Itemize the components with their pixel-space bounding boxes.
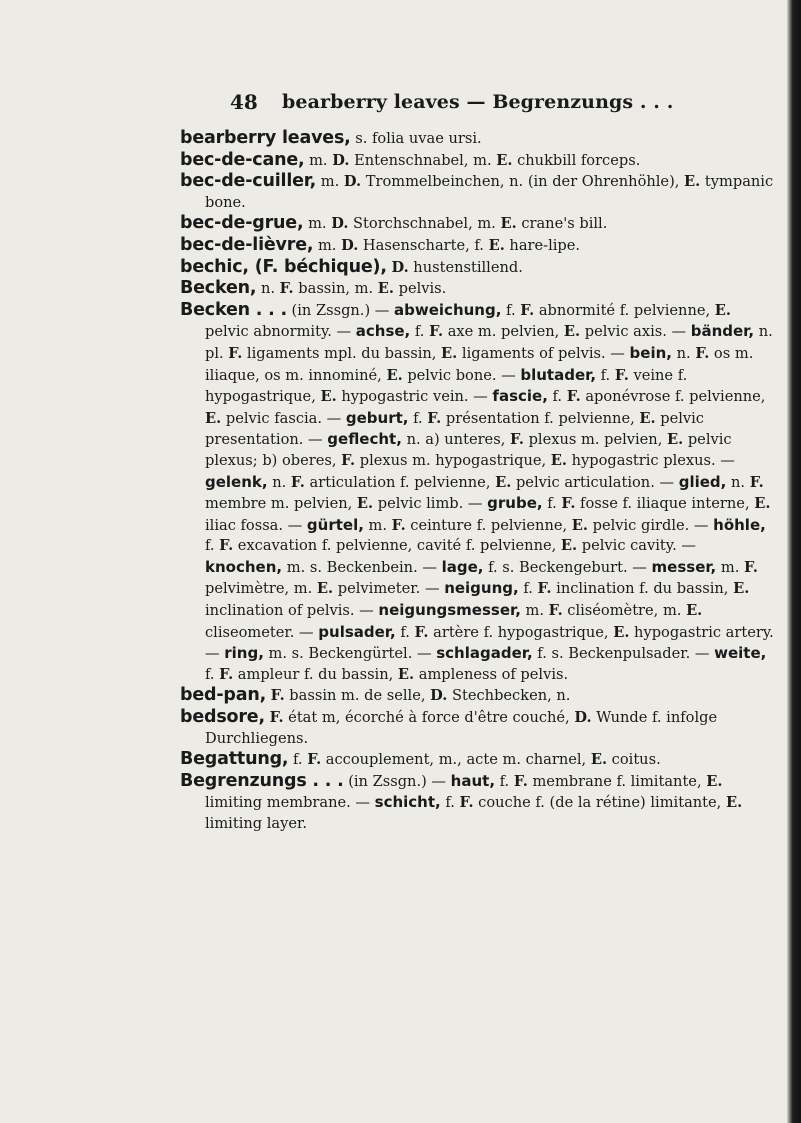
subentry-term: fascie, — [492, 387, 548, 406]
entry-text: f. — [547, 388, 567, 406]
subentry-term: messer, — [651, 557, 717, 576]
subentry-term: schicht, — [374, 793, 441, 812]
dictionary-entry — [180, 685, 776, 707]
language-marker: D. — [343, 173, 362, 191]
language-marker: F. — [307, 751, 322, 769]
language-marker: D. — [332, 151, 350, 169]
entry-text: pelvic abnormity. — — [205, 323, 356, 341]
entry-text: articulation f. pelvienne, — [304, 473, 496, 491]
entry-text: f. — [542, 495, 562, 513]
entry-text: m. s. Beckengürtel. — — [263, 645, 437, 663]
entry-text: limiting layer. — [205, 815, 308, 832]
entry-text: f. s. Beckenpulsader. — — [532, 645, 715, 663]
entry-text: ligaments mpl. du bassin, — [242, 344, 442, 362]
entry-headword: bed-pan, — [180, 685, 267, 706]
entry-text: pelvic fascia. — — [221, 409, 346, 427]
language-marker: E. — [356, 495, 374, 513]
entry-text: coitus. — [607, 751, 661, 769]
entry-text: m. — [304, 151, 333, 169]
entry-text: m. — [520, 602, 549, 620]
language-marker: E. — [397, 665, 415, 683]
entry-text: f. — [205, 537, 220, 555]
language-marker: F. — [279, 280, 294, 298]
subentry-term: glied, — [678, 472, 727, 491]
entry-text: m. — [716, 558, 745, 576]
entry-text: accouplement, m., acte m. charnel, — [321, 751, 591, 769]
entry-text: axe m. pelvien, — [443, 323, 564, 341]
subentry-term: grube, — [487, 494, 543, 513]
language-marker: F. — [513, 772, 528, 790]
language-marker: F. — [219, 665, 234, 683]
language-marker: E. — [639, 409, 656, 427]
dictionary-entry — [180, 771, 776, 835]
entry-text: f. — [410, 323, 430, 341]
entry-text: n. — [256, 280, 280, 298]
language-marker: E. — [706, 772, 723, 790]
entry-text: abnormité f. pelvienne, — [534, 301, 715, 319]
entry-text: crane's bill. — [516, 215, 608, 233]
entry-text: Wunde f. infolge Durchliegens. — [205, 709, 718, 747]
entry-text: excavation f. pelvienne, cavité f. pelvienne, — [233, 537, 561, 555]
entry-text: ceinture f. pelvienne, — [405, 516, 572, 534]
entry-text: aponévrose f. pelvienne, — [580, 388, 766, 406]
entry-text: pelvimeter. — — [333, 580, 445, 598]
language-marker: F. — [695, 344, 710, 362]
entry-text: (in Zssgn.) — — [286, 301, 395, 319]
dictionary-entry — [180, 213, 776, 235]
language-marker: D. — [331, 215, 349, 233]
language-marker: E. — [613, 623, 630, 641]
entry-text: inclination of pelvis. — — [205, 602, 379, 620]
subentry-term: haut, — [450, 771, 496, 790]
entry-text: m. s. Beckenbein. — — [282, 558, 442, 576]
entry-text: (in Zssgn.) — — [343, 772, 451, 790]
language-marker: E. — [205, 409, 222, 427]
language-marker: F. — [427, 409, 442, 427]
entry-text: f. — [495, 772, 514, 790]
language-marker: F. — [520, 301, 535, 319]
subentry-term: neigungsmesser, — [378, 601, 521, 620]
subentry-term: bein, — [629, 343, 672, 362]
entry-text: ampleur f. du bassin, — [233, 665, 398, 683]
subentry-term: ring, — [224, 644, 264, 663]
entry-headword: bec-de-grue, — [180, 213, 304, 234]
entry-text: limiting membrane. — — [205, 794, 375, 812]
language-marker: E. — [686, 602, 703, 620]
entry-text: bassin m. de selle, — [284, 687, 431, 705]
language-marker: F. — [228, 344, 243, 362]
dictionary-entry — [180, 171, 776, 213]
running-head — [0, 90, 770, 120]
entry-text: état m, écorché à force d'être couché, — [283, 709, 575, 727]
entry-text: pelvic plexus; b) oberes, — [205, 431, 732, 469]
subentry-term: gelenk, — [205, 472, 268, 491]
language-marker: F. — [537, 580, 552, 598]
entry-text: m. — [316, 173, 344, 191]
page-number: 48 — [230, 90, 258, 114]
language-marker: F. — [749, 473, 764, 491]
entry-text: m. — [363, 516, 392, 534]
dictionary-entry — [180, 300, 776, 686]
entry-headword: Begrenzungs . . . — [180, 770, 344, 791]
language-marker: F. — [391, 516, 406, 534]
language-marker: E. — [666, 431, 684, 449]
language-marker: F. — [566, 388, 581, 406]
language-marker: E. — [571, 516, 588, 534]
subentry-term: achse, — [355, 322, 411, 341]
entry-headword: bechic, (F. béchique), — [180, 256, 387, 277]
entry-text: ampleness of pelvis. — [414, 665, 569, 683]
language-marker: E. — [441, 344, 458, 362]
entry-text: pelvic limb. — — [373, 495, 488, 513]
running-head-title: bearberry leaves — Begrenzungs . . . — [282, 91, 674, 113]
entry-text: hare-lipe. — [504, 236, 581, 254]
language-marker: F. — [290, 473, 305, 491]
subentry-term: blutader, — [520, 365, 597, 384]
subentry-term: schlagader, — [436, 644, 533, 663]
entry-text: f. — [501, 301, 521, 319]
entry-text: f. — [596, 366, 615, 384]
language-marker: E. — [684, 173, 701, 191]
language-marker: E. — [725, 794, 743, 812]
entry-headword: Becken . . . — [180, 299, 287, 320]
entry-text: pelvic axis. — — [580, 323, 691, 341]
entry-text: n. — [726, 473, 750, 491]
entry-text: bassin, m. — [293, 280, 378, 298]
entry-text: hypogastric artery. — — [205, 623, 774, 663]
language-marker: E. — [590, 751, 608, 769]
language-marker: E. — [733, 580, 750, 598]
entry-text: cliseometer. — — [205, 623, 319, 641]
language-marker: E. — [320, 388, 337, 406]
subentry-term: geflecht, — [327, 430, 402, 449]
entry-text: membre m. pelvien, — [205, 495, 357, 513]
dictionary-entry — [180, 749, 776, 771]
language-marker: E. — [488, 236, 505, 254]
language-marker: E. — [495, 473, 512, 491]
entry-text: membrane f. limitante, — [527, 772, 707, 790]
entry-text: inclination f. du bassin, — [551, 580, 734, 598]
entry-text: tympanic bone. — [205, 173, 774, 211]
entry-headword: bec-de-lièvre, — [180, 234, 314, 255]
entry-text: pelvic articulation. — — [511, 473, 679, 491]
entry-text: hypogastric vein. — — [336, 388, 493, 406]
entry-text: f. — [408, 409, 428, 427]
dictionary-entry — [180, 150, 776, 172]
book-gutter-shadow — [787, 0, 801, 1123]
language-marker: F. — [269, 709, 284, 727]
language-marker: F. — [219, 537, 234, 555]
entry-text: f. — [518, 580, 538, 598]
language-marker: D. — [391, 258, 409, 276]
entry-text: présentation f. pelvienne, — [441, 409, 640, 427]
entry-text: f. — [205, 665, 220, 683]
entry-text: pelvic girdle. — — [587, 516, 714, 534]
entry-text: pelvic presentation. — — [205, 409, 704, 449]
language-marker: E. — [316, 580, 334, 598]
language-marker: E. — [754, 495, 771, 513]
subentry-term: höhle, — [713, 515, 766, 534]
entry-text: Hasenscharte, f. — [358, 236, 489, 254]
entry-text: ligaments of pelvis. — — [457, 344, 630, 362]
entry-text: artère f. hypogastrique, — [428, 623, 614, 641]
dictionary-entry — [180, 257, 776, 279]
entry-text: Trommelbeinchen, n. (in der Ohrenhöhle), — [361, 173, 685, 191]
subentry-term: weite, — [714, 644, 767, 663]
language-marker: E. — [386, 366, 403, 384]
language-marker: E. — [496, 151, 513, 169]
entry-text: Stechbecken, n. — [447, 687, 571, 705]
language-marker: F. — [548, 602, 563, 620]
subentry-term: geburt, — [345, 408, 409, 427]
language-marker: E. — [377, 280, 394, 298]
subentry-term: pulsader, — [318, 622, 396, 641]
dictionary-entries — [180, 128, 776, 835]
dictionary-entry — [180, 278, 776, 300]
subentry-term: neigung, — [444, 579, 519, 598]
entry-text: f. — [395, 623, 415, 641]
entry-text: pelvic cavity. — — [577, 537, 696, 555]
language-marker: E. — [560, 537, 578, 555]
entry-headword: bedsore, — [180, 707, 265, 728]
language-marker: E. — [563, 323, 581, 341]
language-marker: D. — [430, 687, 448, 705]
entry-text: s. folia uvae ursi. — [350, 130, 482, 147]
language-marker: D. — [574, 709, 592, 727]
entry-text: plexus m. pelvien, — [523, 431, 667, 449]
entry-headword: bearberry leaves, — [180, 128, 351, 148]
subentry-term: knochen, — [205, 557, 283, 576]
language-marker: E. — [550, 451, 567, 469]
entry-text: m. — [303, 215, 332, 233]
entry-text: pelvis. — [393, 280, 447, 298]
entry-text: hypogastric plexus. — — [566, 451, 735, 469]
entry-text: n. a) unteres, — [401, 431, 510, 449]
entry-text: cliséomètre, m. — [562, 602, 687, 620]
entry-headword: bec-de-cane, — [180, 149, 305, 170]
entry-text: iliac fossa. — — [205, 516, 307, 534]
language-marker: F. — [459, 794, 474, 812]
entry-headword: Begattung, — [180, 749, 289, 770]
entry-text: couche f. (de la rétine) limitante, — [473, 794, 726, 812]
entry-text: n. pl. — [205, 323, 773, 362]
entry-text: n. — [267, 473, 291, 491]
entry-text: pelvimètre, m. — [205, 580, 317, 598]
entry-text: os m. iliaque, os m. innominé, — [205, 344, 754, 384]
dictionary-entry — [180, 235, 776, 257]
subentry-term: gürtel, — [306, 515, 364, 534]
language-marker: E. — [500, 215, 517, 233]
entry-text: Entenschnabel, m. — [349, 151, 497, 169]
entry-text: veine f. hypogastrique, — [205, 366, 688, 406]
entry-text: chukbill forceps. — [512, 151, 641, 169]
entry-headword: bec-de-cuiller, — [180, 171, 317, 192]
entry-text: n. — [671, 344, 696, 362]
language-marker: F. — [561, 495, 576, 513]
entry-text: plexus m. hypogastrique, — [355, 451, 551, 469]
subentry-term: abweichung, — [394, 300, 502, 319]
entry-text: fosse f. iliaque interne, — [575, 495, 755, 513]
language-marker: F. — [429, 323, 444, 341]
language-marker: E. — [714, 301, 731, 319]
entry-text: f. — [288, 751, 308, 769]
entry-text: f. — [440, 794, 460, 812]
entry-text: m. — [313, 236, 342, 254]
dictionary-entry — [180, 128, 776, 150]
language-marker: F. — [614, 366, 629, 384]
language-marker: D. — [341, 236, 359, 254]
entry-text: Storchschnabel, m. — [348, 215, 501, 233]
entry-headword: Becken, — [180, 278, 257, 299]
entry-text: f. s. Beckengeburt. — — [483, 558, 652, 576]
dictionary-entry — [180, 707, 776, 749]
entry-text: hustenstillend. — [408, 258, 523, 276]
entry-text: pelvic bone. — — [402, 366, 521, 384]
language-marker: F. — [341, 451, 356, 469]
subentry-term: bänder, — [690, 322, 755, 341]
language-marker: F. — [414, 623, 429, 641]
language-marker: F. — [744, 558, 759, 576]
subentry-term: lage, — [441, 557, 484, 576]
language-marker: F. — [509, 431, 524, 449]
language-marker: F. — [270, 687, 285, 705]
